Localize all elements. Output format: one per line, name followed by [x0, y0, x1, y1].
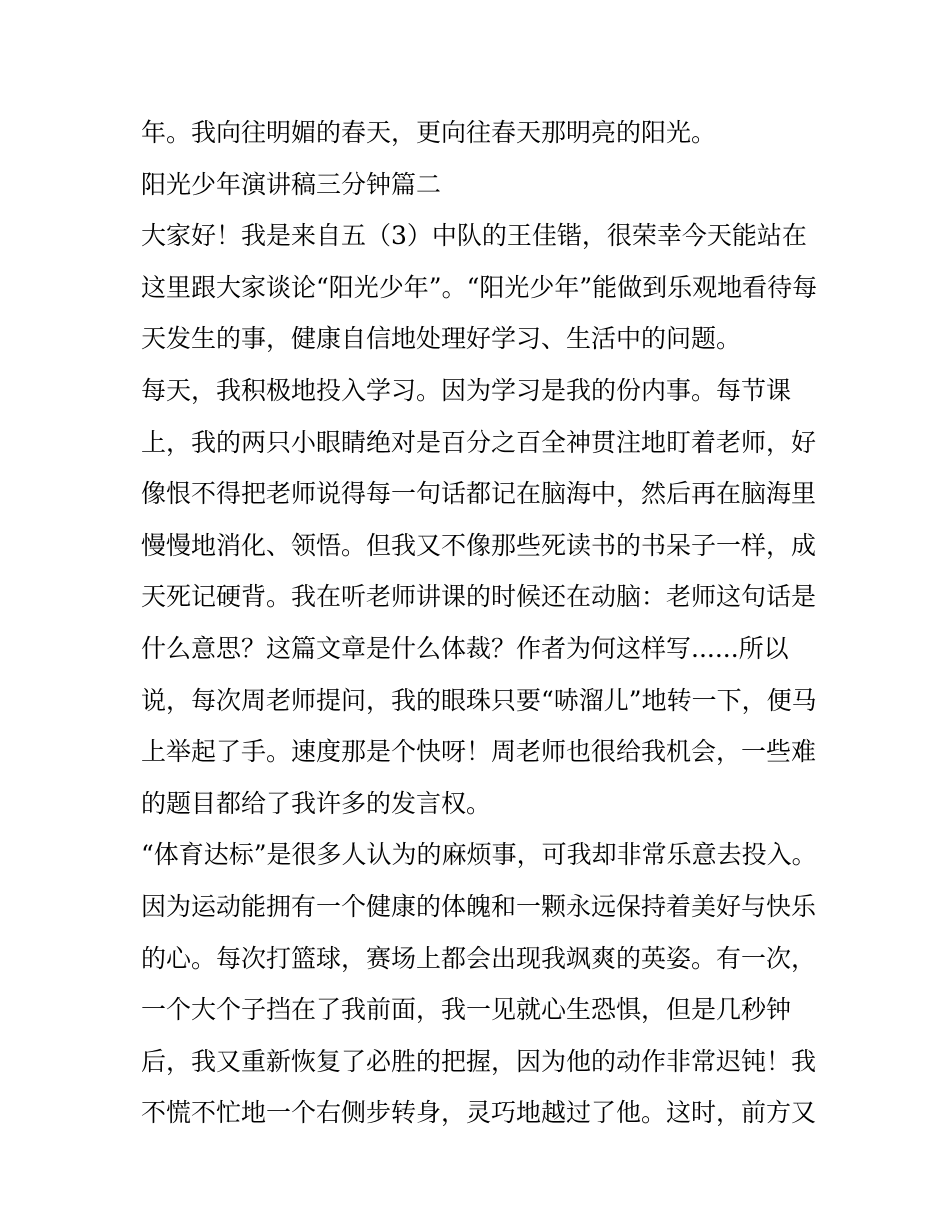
- text-line: 慢慢地消化、领悟。但我又不像那些死读书的书呆子一样，成: [141, 530, 817, 560]
- text-line: 天死记硬背。我在听老师讲课的时候还在动脑：老师这句话是: [141, 582, 817, 612]
- text-line: “体育达标”是很多人认为的麻烦事，可我却非常乐意去投入。: [141, 840, 817, 870]
- text-line: 年。我向往明媚的春天，更向往春天那明亮的阳光。: [141, 118, 717, 147]
- text-line: 说，每次周老师提问，我的眼珠只要“哧溜儿”地转一下，便马: [141, 685, 817, 715]
- text-line: 的心。每次打篮球，赛场上都会出现我飒爽的英姿。有一次，: [141, 943, 817, 973]
- text-line: 一个大个子挡在了我前面，我一见就心生恐惧，但是几秒钟: [141, 995, 792, 1025]
- section-heading: 阳光少年演讲稿三分钟篇二: [141, 169, 442, 199]
- text-line: 大家好！我是来自五（3）中队的王佳锴，很荣幸今天能站在: [141, 221, 807, 251]
- text-line: 这里跟大家谈论“阳光少年”。“阳光少年”能做到乐观地看待每: [141, 272, 818, 302]
- text-line: 什么意思？这篇文章是什么体裁？作者为何这样写......所以: [141, 633, 789, 663]
- text-line: 天发生的事，健康自信地处理好学习、生活中的问题。: [141, 324, 742, 354]
- text-line: 上举起了手。速度那是个快呀！周老师也很给我机会，一些难: [141, 737, 817, 767]
- document-body: [141, 107, 821, 1139]
- text-line: 的题目都给了我许多的发言权。: [141, 788, 492, 818]
- text-line: 上，我的两只小眼睛绝对是百分之百全神贯注地盯着老师，好: [141, 427, 817, 457]
- text-line: 后，我又重新恢复了必胜的把握，因为他的动作非常迟钝！我: [141, 1046, 817, 1076]
- text-line: 每天，我积极地投入学习。因为学习是我的份内事。每节课: [141, 375, 792, 405]
- text-line: 像恨不得把老师说得每一句话都记在脑海中，然后再在脑海里: [141, 479, 817, 509]
- text-line: 不慌不忙地一个右侧步转身，灵巧地越过了他。这时，前方又: [141, 1098, 817, 1128]
- text-line: 因为运动能拥有一个健康的体魄和一颗永远保持着美好与快乐: [141, 891, 817, 921]
